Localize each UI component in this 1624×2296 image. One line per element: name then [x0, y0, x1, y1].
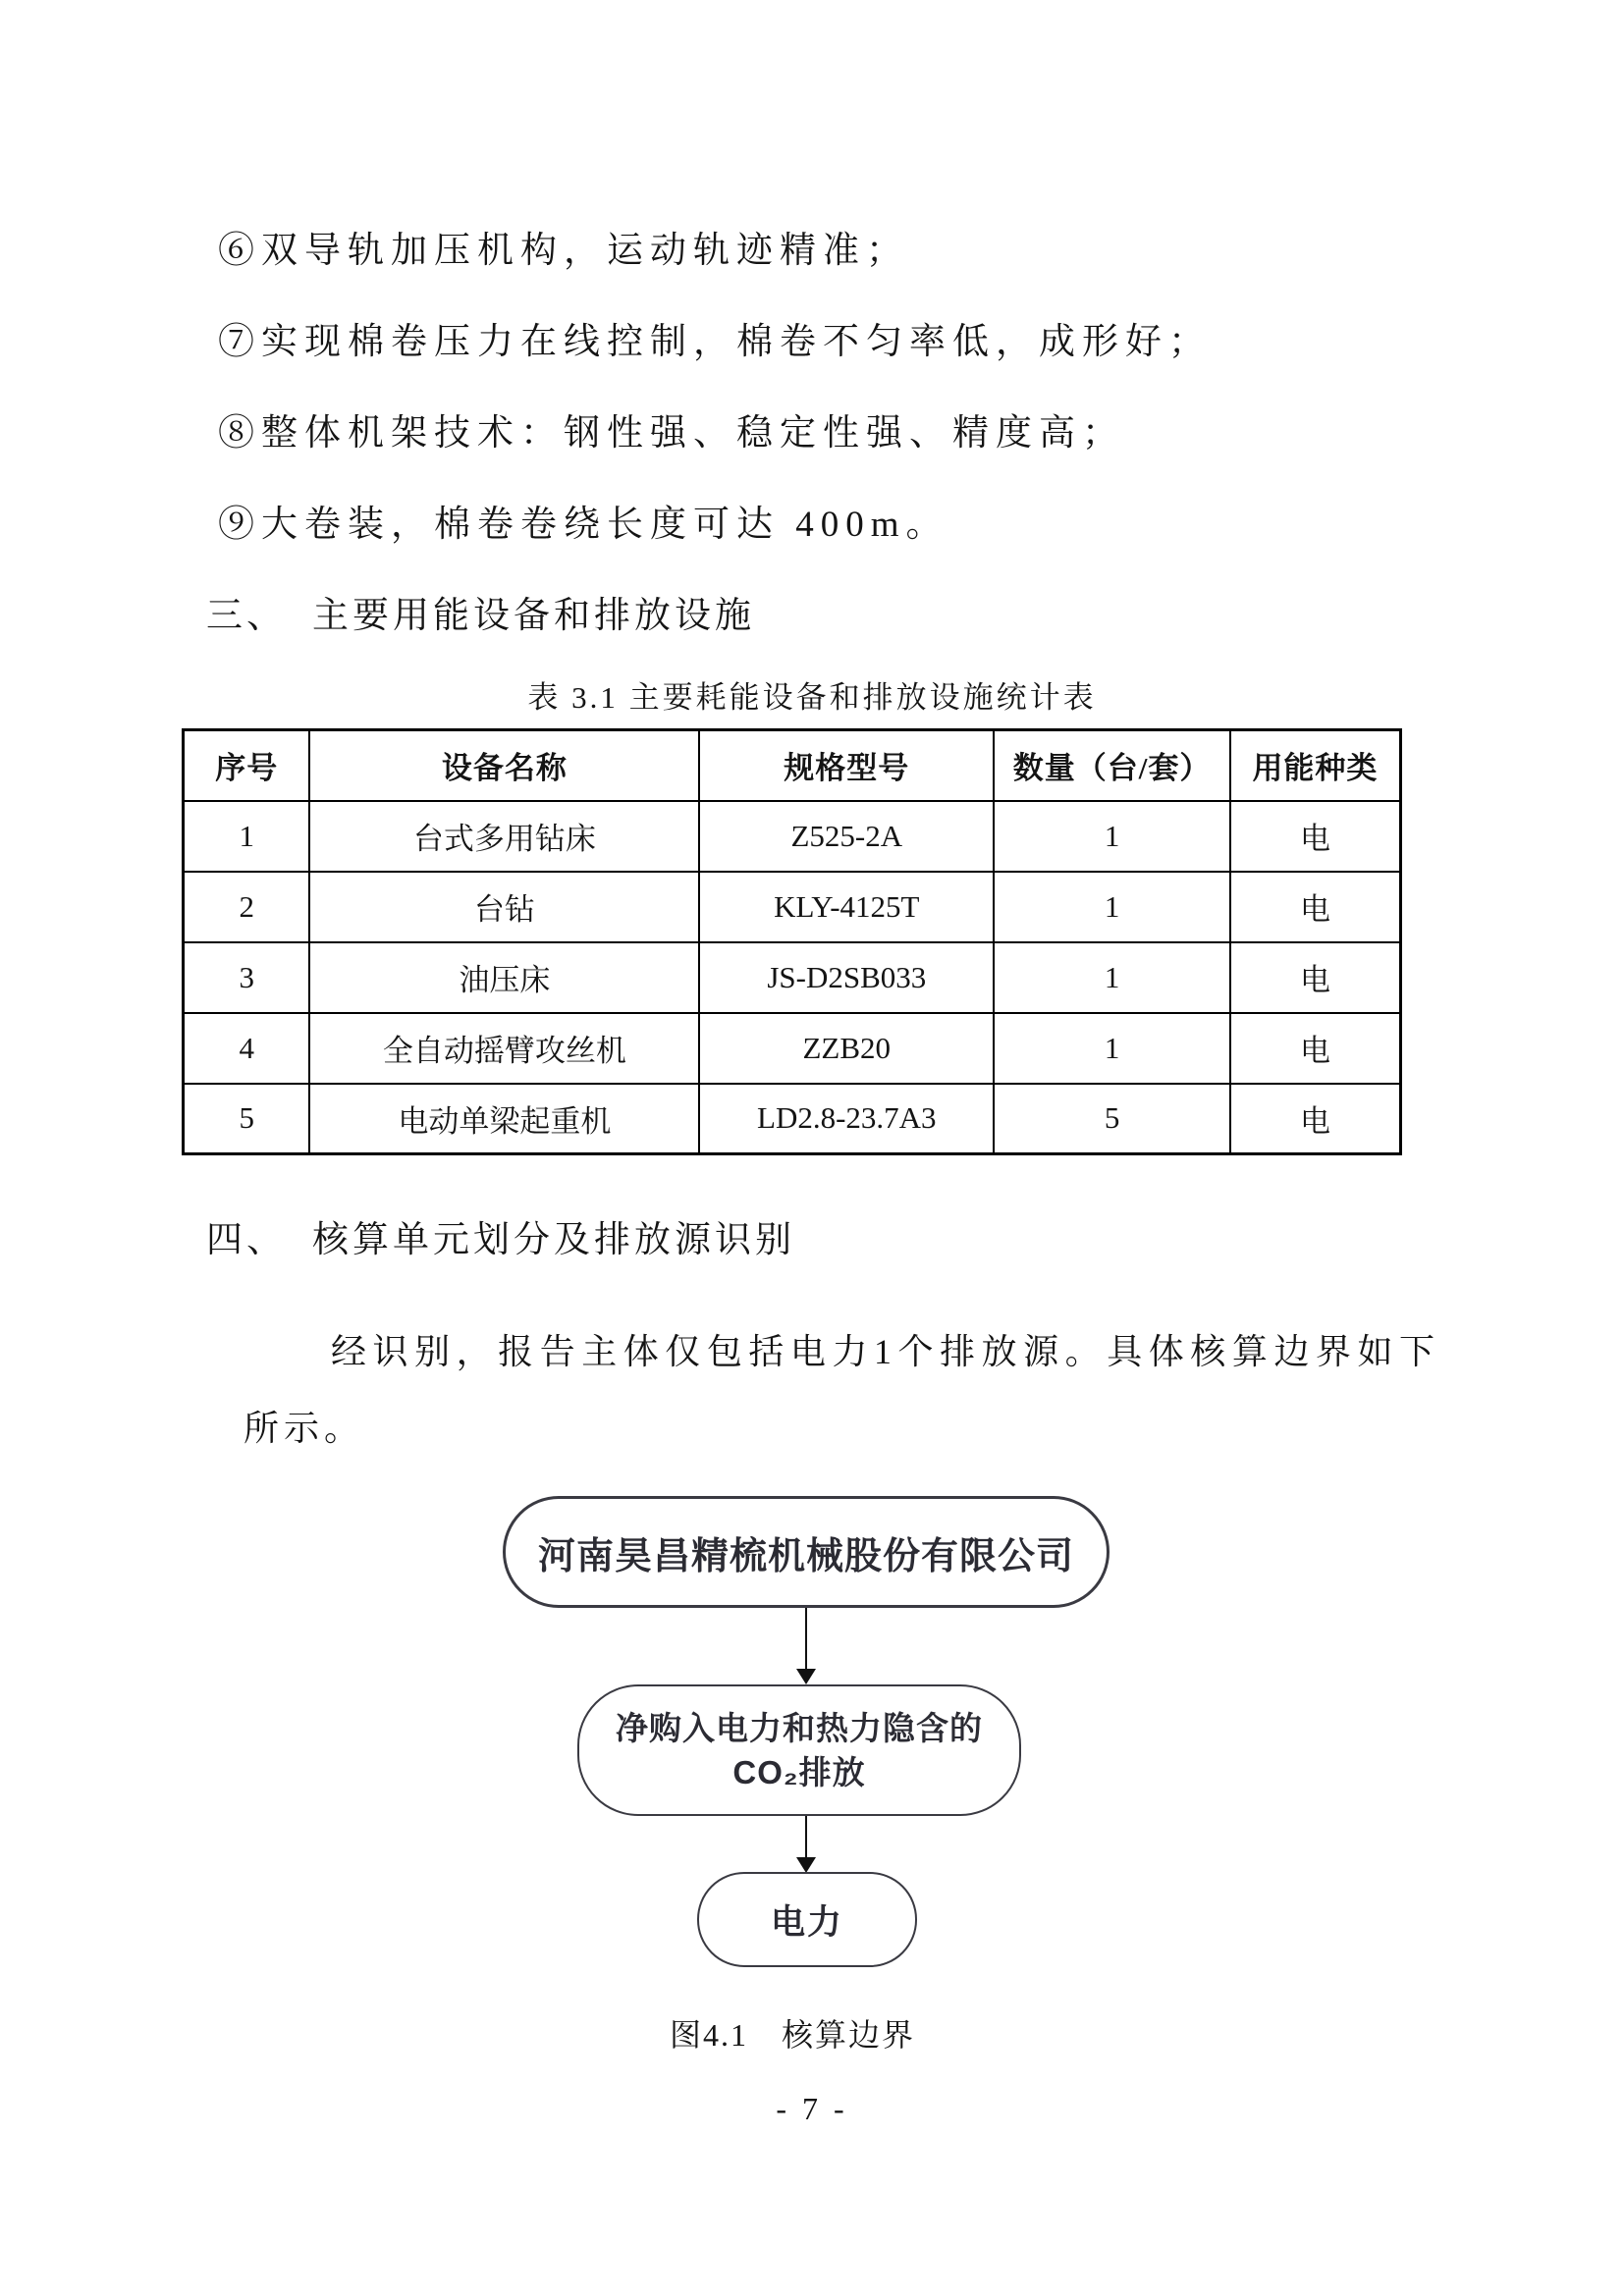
- header-cell-quantity: 数量（台/套）: [994, 730, 1230, 801]
- section-number: 四、: [206, 1220, 287, 1260]
- table-cell: 1: [184, 801, 310, 872]
- table-cell: 1: [994, 1013, 1230, 1084]
- table-row: [184, 801, 1401, 872]
- table-cell: 台式多用钻床: [309, 801, 699, 872]
- table-cell: 电: [1230, 872, 1401, 942]
- section-title: 核算单元划分及排放源识别: [312, 1220, 795, 1260]
- body-paragraph: 经识别，报告主体仅包括电力1个排放源。具体核算边界如下所示。: [244, 1332, 1439, 1448]
- page-number: - 7 -: [776, 2091, 848, 2126]
- table-cell: 3: [184, 942, 310, 1013]
- feature-item-7: ⑦实现棉卷压力在线控制，棉卷不匀率低，成形好；: [218, 322, 1212, 362]
- header-cell-model: 规格型号: [699, 730, 994, 801]
- feature-item-9: ⑨大卷装，棉卷卷绕长度可达 400m。: [218, 505, 949, 545]
- flowchart-node-co2-line1: 净购入电力和热力隐含的: [616, 1710, 983, 1746]
- table-caption: 表 3.1 主要耗能设备和排放设施统计表: [527, 680, 1097, 715]
- table-cell: JS-D2SB033: [699, 942, 994, 1013]
- table-cell: 全自动摇臂攻丝机: [309, 1013, 699, 1084]
- table-cell: 电: [1230, 1013, 1401, 1084]
- feature-item-8: ⑧整体机架技术：钢性强、稳定性强、精度高；: [218, 413, 1125, 454]
- table-cell: ZZB20: [699, 1013, 994, 1084]
- arrow-down-icon: [796, 1669, 816, 1684]
- header-cell-index: 序号: [184, 730, 310, 801]
- flowchart-connector-line: [805, 1608, 807, 1671]
- figure-caption: 图4.1 核算边界: [669, 2017, 915, 2053]
- section-heading-3: [206, 585, 755, 638]
- table-cell: 5: [184, 1084, 310, 1154]
- arrow-down-icon: [796, 1857, 816, 1873]
- flowchart-node-co2-line2: CO₂排放: [732, 1754, 866, 1790]
- table-cell: 5: [994, 1084, 1230, 1154]
- table-cell: 2: [184, 872, 310, 942]
- table-row: [184, 1084, 1401, 1154]
- table-row: [184, 942, 1401, 1013]
- flowchart-connector-line: [805, 1816, 807, 1859]
- table-cell: LD2.8-23.7A3: [699, 1084, 994, 1154]
- table-cell: 电: [1230, 801, 1401, 872]
- section-title: 主要用能设备和排放设施: [312, 596, 755, 636]
- table-cell: KLY-4125T: [699, 872, 994, 942]
- section-number: 三、: [206, 596, 287, 636]
- table-cell: 1: [994, 801, 1230, 872]
- section-heading-4: [206, 1209, 795, 1262]
- table-cell: 电: [1230, 942, 1401, 1013]
- table-cell: 油压床: [309, 942, 699, 1013]
- equipment-table: [182, 728, 1402, 1155]
- table-cell: 1: [994, 942, 1230, 1013]
- table-cell: 电: [1230, 1084, 1401, 1154]
- header-cell-energy: 用能种类: [1230, 730, 1401, 801]
- flowchart-node-company: 河南昊昌精梳机械股份有限公司: [503, 1496, 1110, 1608]
- feature-item-6: ⑥双导轨加压机构，运动轨迹精准；: [218, 231, 909, 271]
- header-cell-name: 设备名称: [309, 730, 699, 801]
- table-cell: 电动单梁起重机: [309, 1084, 699, 1154]
- table-cell: Z525-2A: [699, 801, 994, 872]
- flowchart-node-electricity: 电力: [697, 1872, 917, 1967]
- table-header-row: [184, 730, 1401, 801]
- table-cell: 1: [994, 872, 1230, 942]
- table-row: [184, 872, 1401, 942]
- flowchart-node-co2-emission: [577, 1684, 1021, 1816]
- table-cell: 台钻: [309, 872, 699, 942]
- table-cell: 4: [184, 1013, 310, 1084]
- table-row: [184, 1013, 1401, 1084]
